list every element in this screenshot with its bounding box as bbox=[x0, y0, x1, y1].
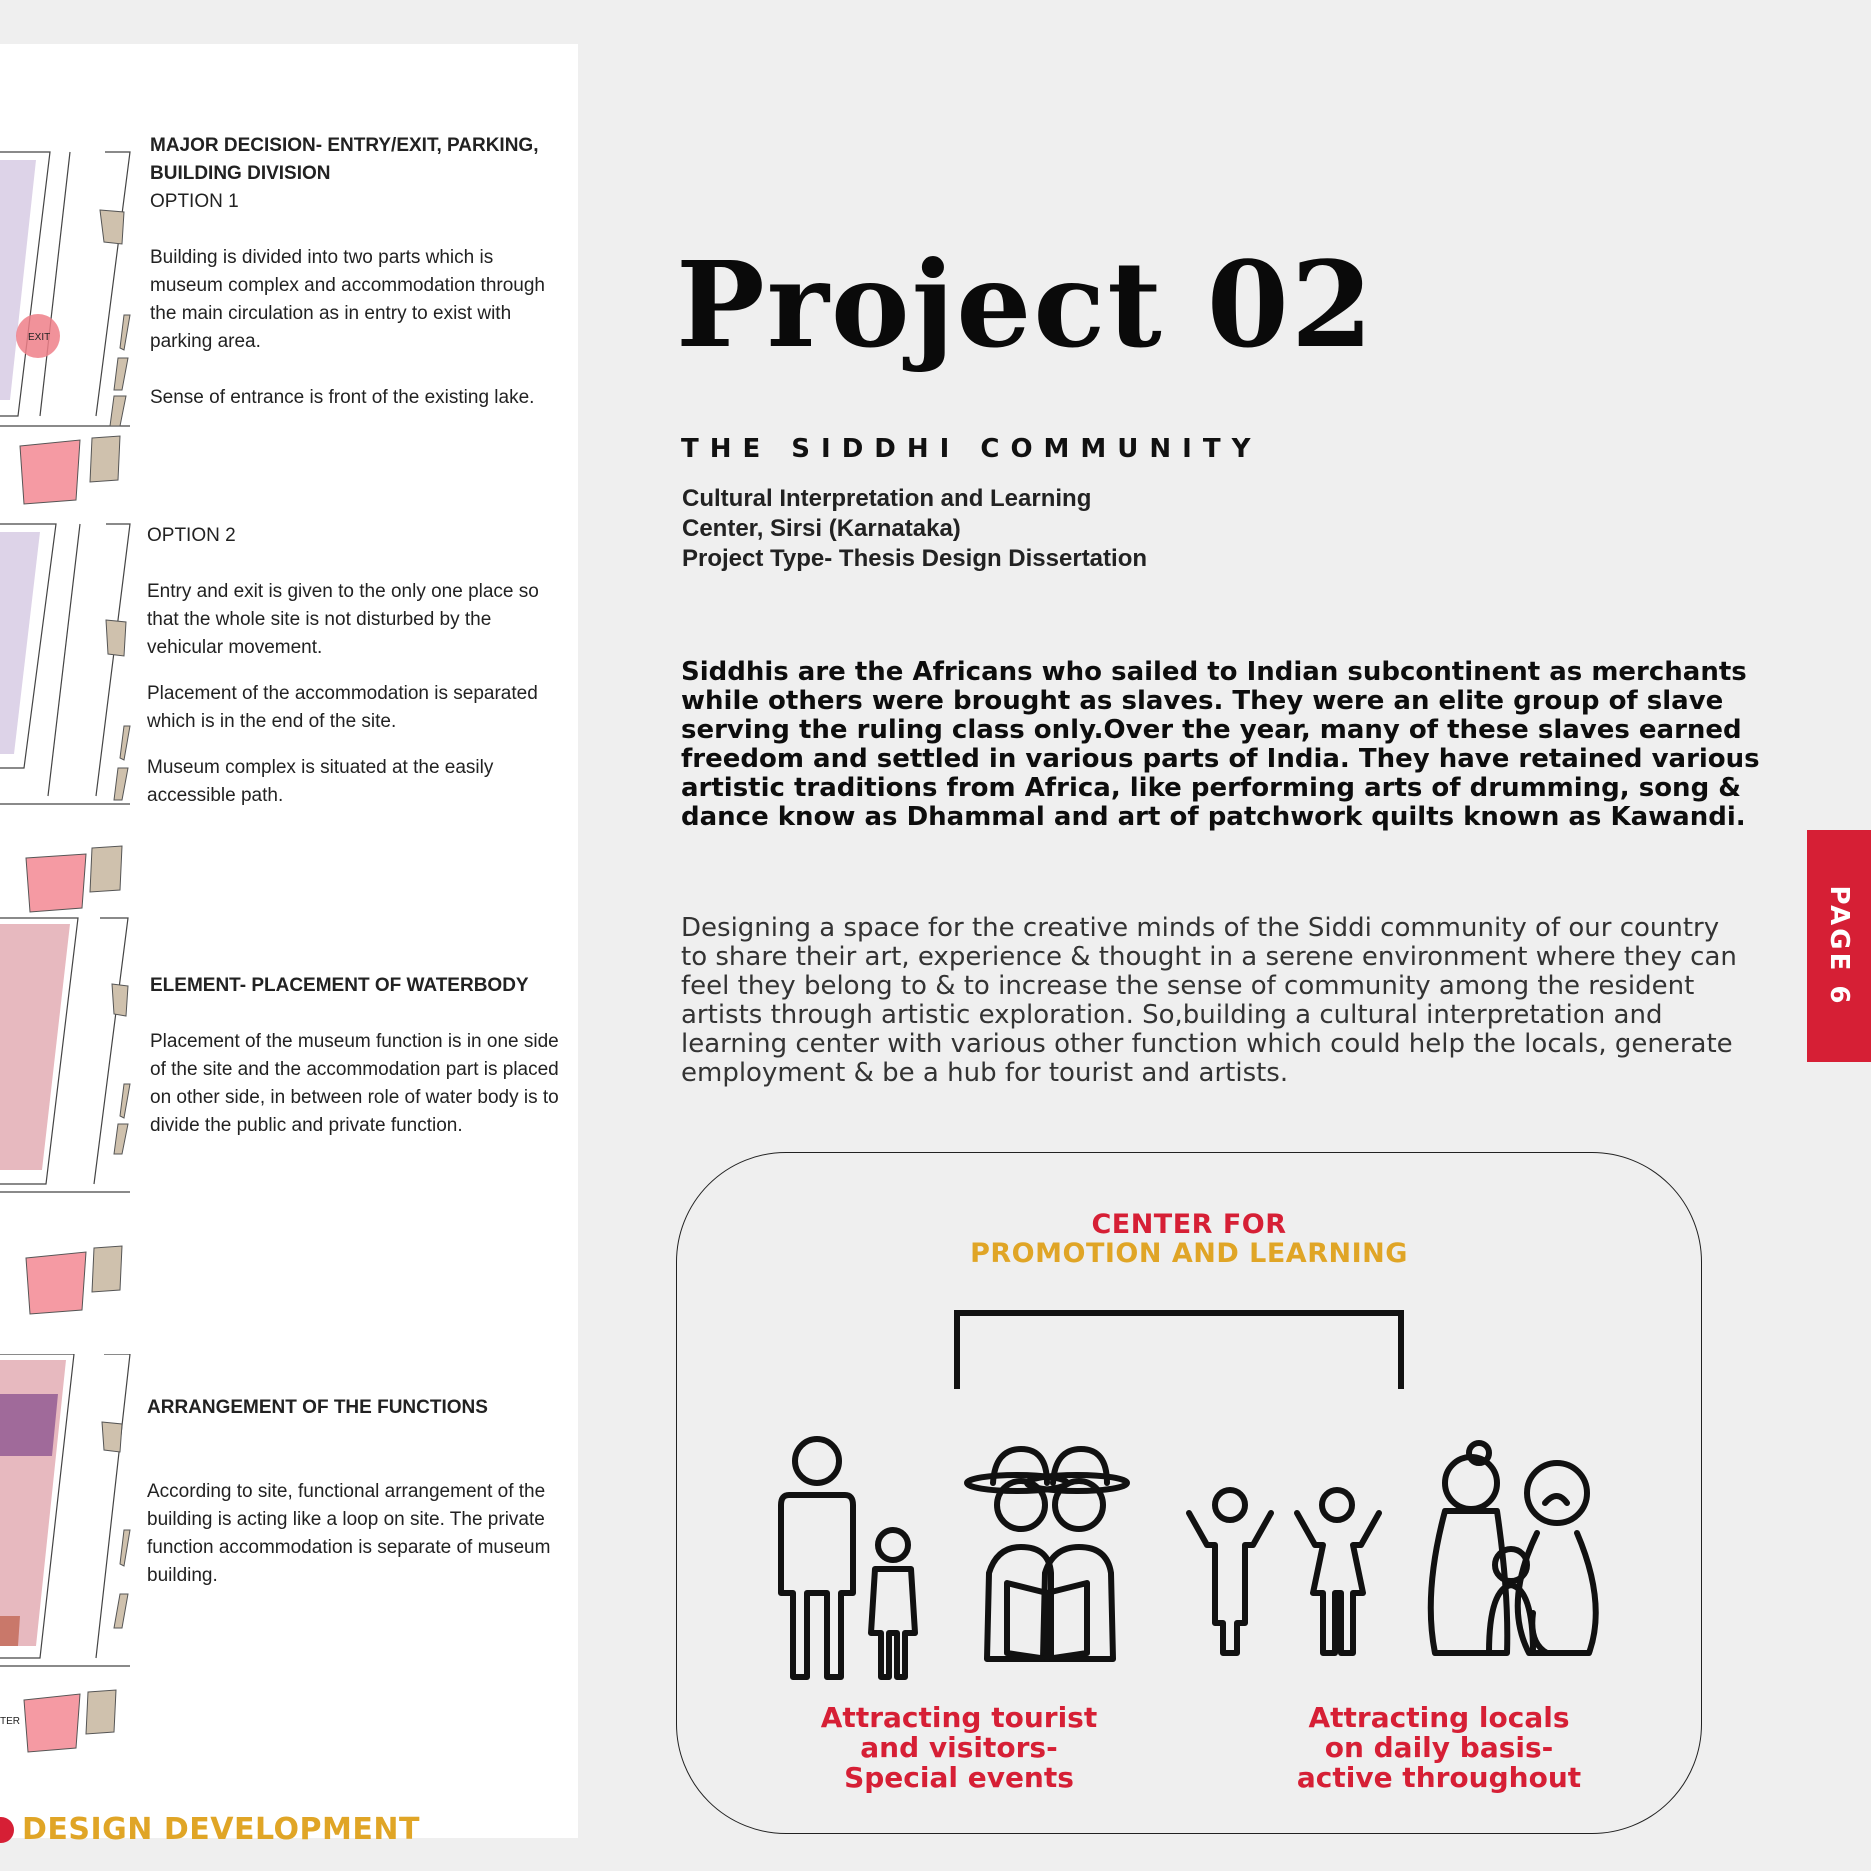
block-para: Placement of the accommodation is separated which is in the end of the site. bbox=[147, 683, 538, 732]
caption-line: active throughout bbox=[1296, 1761, 1582, 1794]
project-info bbox=[682, 484, 1147, 574]
project-title: Project 02 bbox=[676, 235, 1376, 374]
tourist-couple-icon bbox=[967, 1449, 1127, 1659]
caption-line: Attracting tourist bbox=[820, 1701, 1098, 1734]
page-tab bbox=[1807, 830, 1871, 1062]
page-tab-label: PAGE 6 bbox=[1824, 885, 1854, 1007]
section-footer bbox=[0, 1812, 420, 1847]
site-plan-waterbody bbox=[0, 914, 140, 1334]
site-plan-functions bbox=[0, 1354, 140, 1774]
children-icon bbox=[1189, 1490, 1379, 1653]
block-option-1 bbox=[150, 132, 570, 440]
caption-line: and visitors- bbox=[860, 1731, 1058, 1764]
red-dot-icon bbox=[0, 1817, 14, 1843]
family-icon bbox=[1431, 1443, 1596, 1653]
block-functions bbox=[147, 1394, 567, 1618]
center-line-1: CENTER FOR bbox=[1091, 1209, 1287, 1240]
footer-label: DESIGN DEVELOPMENT bbox=[22, 1812, 420, 1847]
block-sub: OPTION 1 bbox=[150, 191, 239, 212]
design-paragraph: Designing a space for the creative minds of the Siddi community of our country to share their art, experience & thought in a serene environment where they can feel they belong to & to increase the sense of community among the resident artists through artistic exploration. So,building a cultural interpretation and learning center with various other function which could help the locals, generate employment & be a hub for tourist and artists. bbox=[681, 913, 1737, 1088]
exit-label: EXIT bbox=[28, 332, 51, 343]
design-development-panel bbox=[0, 44, 578, 1847]
block-para: Building is divided into two parts which is museum complex and accommodation through the main circulation as in entry to exist with parking area. bbox=[150, 247, 545, 352]
tourist-caption bbox=[779, 1703, 1139, 1793]
project-subtitle: THE SIDDHI COMMUNITY bbox=[681, 434, 1262, 464]
block-heading: ARRANGEMENT OF THE FUNCTIONS bbox=[147, 1397, 488, 1418]
info-line: Cultural Interpretation and Learning bbox=[682, 485, 1092, 512]
site-plan-option-1 bbox=[0, 100, 140, 520]
bracket-connector bbox=[957, 1313, 1401, 1389]
caption-line: on daily basis- bbox=[1324, 1731, 1554, 1764]
info-line: Center, Sirsi (Karnataka) bbox=[682, 515, 961, 542]
concept-diagram bbox=[676, 1152, 1702, 1834]
locals-caption bbox=[1259, 1703, 1619, 1793]
intro-paragraph: Siddhis are the Africans who sailed to Indian subcontinent as merchants while others were brought as slaves. They were an elite group of slave serving the ruling class only.Over the year, many of these slaves earned freedom and settled in various parts of India. They have retained various artistic traditions from Africa, like performing arts of drumming, song & dance know as Dhammal and art of patchwork quilts known as Kawandi. bbox=[681, 657, 1760, 832]
block-para: Museum complex is situated at the easily accessible path. bbox=[147, 757, 494, 806]
info-line: Project Type- Thesis Design Dissertation bbox=[682, 545, 1148, 572]
site-plan-option-2 bbox=[0, 504, 140, 924]
block-heading: MAJOR DECISION- ENTRY/EXIT, PARKING, BUILDING DIVISION bbox=[150, 135, 539, 184]
block-waterbody bbox=[150, 972, 570, 1168]
block-heading: ELEMENT- PLACEMENT OF WATERBODY bbox=[150, 975, 529, 996]
caption-line: Special events bbox=[844, 1761, 1074, 1794]
enter-label: TER bbox=[0, 1716, 20, 1727]
block-option-2 bbox=[147, 522, 567, 838]
block-para: Entry and exit is given to the only one place so that the whole site is not disturbed by the vehicular movement. bbox=[147, 581, 539, 658]
block-para: Placement of the museum function is in one side of the site and the accommodation part is placed on other side, in between role of water body is to divide the public and private function. bbox=[150, 1031, 559, 1136]
caption-line: Attracting locals bbox=[1308, 1701, 1570, 1734]
block-para: Sense of entrance is front of the existing lake. bbox=[150, 387, 535, 408]
block-para: According to site, functional arrangement of the building is acting like a loop on site. The private function accommodation is separate of museum building. bbox=[147, 1481, 551, 1586]
center-line-2: PROMOTION AND LEARNING bbox=[970, 1238, 1408, 1269]
adult-child-icon bbox=[781, 1439, 915, 1677]
block-sub: OPTION 2 bbox=[147, 525, 236, 546]
